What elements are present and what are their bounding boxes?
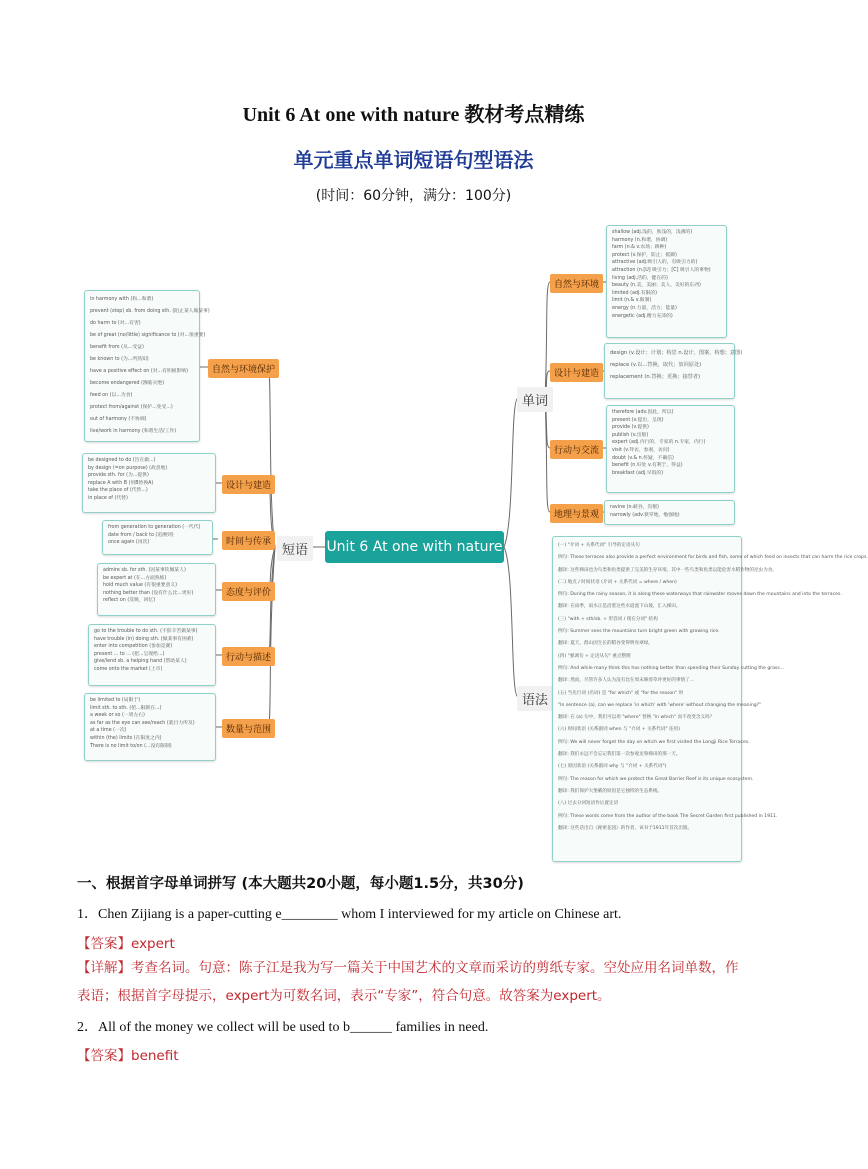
time-limit-note: (时间：60分钟，满分：100分) bbox=[315, 188, 512, 204]
phrase-entry: as far as the eye can see/reach (就目力所及) bbox=[90, 720, 195, 726]
connector-words bbox=[504, 398, 518, 547]
word-entry: shallow (adj.浅的，肤浅的，浅薄的) bbox=[612, 230, 693, 235]
grammar-box bbox=[552, 536, 868, 862]
word-entry: expert (adj.内行的，专家的 n.专家，内行) bbox=[612, 440, 706, 446]
phrase-entry: protect from/against (保护...免受...) bbox=[90, 405, 173, 410]
phrase-entry: in harmony with (和...和谐) bbox=[90, 297, 154, 302]
mindmap-center-node: Unit 6 At one with nature bbox=[325, 531, 504, 563]
word-category: 设计与建造 bbox=[550, 363, 603, 382]
phrase-category: 自然与环境保护 bbox=[208, 359, 279, 378]
grammar-line: 翻译: 在雨季，雨水正是沿着这些水道流下山坡，汇入梯田。 bbox=[558, 604, 681, 610]
word-entry: design (v.设计；计划；构思 n.设计，图案，构想；意图) bbox=[610, 350, 743, 356]
word-category: 行动与交流 bbox=[550, 440, 603, 459]
word-entry: living (adj.活的，健在的) bbox=[612, 275, 668, 281]
phrase-box bbox=[88, 624, 216, 686]
question-1: 1．Chen Zijiang is a paper-cutting e________ whom I interviewed for my article on Chinese art. bbox=[77, 907, 622, 922]
phrase-entry: come onto the market (上市) bbox=[94, 666, 163, 672]
phrase-entry: reflect on (反映，回忆) bbox=[103, 598, 156, 604]
phrase-box bbox=[97, 563, 216, 616]
word-entry: present (v.提出，呈现) bbox=[612, 417, 664, 423]
grammar-line: 例句: And while many think this has nothing better than spending their Sunday cutting the grass... bbox=[558, 665, 785, 671]
phrase-entry: once again (再次) bbox=[108, 540, 150, 546]
word-entry: narrowly (adv.狭窄地，勉强地) bbox=[610, 512, 680, 518]
document-title: Unit 6 At one with nature 教材考点精练 bbox=[242, 104, 585, 126]
branch-grammar: 语法 bbox=[517, 686, 553, 711]
word-box bbox=[604, 500, 735, 525]
grammar-line: 翻译: 我们保护大堡礁的原因是它独特的生态系统。 bbox=[558, 788, 663, 794]
answer-1: 【答案】expert bbox=[77, 936, 175, 952]
phrase-entry: prevent (stop) sb. from doing sth. (阻止某人做某事) bbox=[90, 309, 210, 314]
phrase-entry: present ... to ... (把...呈现给...) bbox=[94, 651, 165, 657]
word-entry: attractive (adj.吸引人的，有吸引力的) bbox=[612, 260, 698, 266]
phrase-category: 行动与描述 bbox=[222, 647, 275, 666]
phrase-category: 数量与范围 bbox=[222, 719, 275, 738]
grammar-line: 例句: Summer sees the mountains turn bright green with growing rice. bbox=[558, 629, 720, 635]
question-2: 2．All of the money we collect will be used to b______ families in need. bbox=[77, 1020, 489, 1035]
word-category: 地理与景观 bbox=[550, 504, 603, 523]
grammar-line: 例句: The reason for which we protect the Great Barrier Reef is its unique ecosystem. bbox=[558, 776, 754, 782]
document-subtitle: 单元重点单词短语句型语法 bbox=[293, 148, 534, 172]
word-box bbox=[606, 225, 727, 338]
grammar-line: 例句: We will never forget the day on which we first visited the Longji Rice Terraces. bbox=[558, 739, 750, 745]
word-entry: provide (v.提供) bbox=[612, 425, 649, 431]
grammar-line: (二) 地点 / 时间状语 (介词 + 关系代词 = where / when) bbox=[558, 579, 677, 585]
phrase-entry: live/work in harmony (和谐生活/工作) bbox=[90, 429, 177, 434]
word-entry: therefore (adv.因此，所以) bbox=[612, 410, 674, 415]
grammar-line: 翻译: 在 (a) 句中，我们可以用 "where" 替换 "in which" 而不改变含义吗？ bbox=[558, 715, 715, 721]
phrase-entry: hold much value (有很重要意义) bbox=[103, 583, 177, 589]
branch-phrases: 短语 bbox=[277, 536, 313, 561]
phrase-entry: by design (=on purpose) (故意地) bbox=[88, 465, 168, 471]
phrase-entry: provide sth. for (为...提供) bbox=[88, 473, 149, 479]
grammar-line: 翻译: 夏天，群山因生长的稻谷变得明亮翠绿。 bbox=[558, 641, 653, 647]
word-entry: farm (n.& v.农场；耕种) bbox=[612, 245, 667, 251]
phrase-entry: limit sth. to sth. (把...限制在...) bbox=[90, 705, 162, 711]
phrase-entry: There is no limit to/on (...没有限制) bbox=[90, 743, 172, 749]
phrase-entry: date from / back to (追溯到) bbox=[108, 532, 174, 538]
phrase-entry: admire sb. for sth. (因某事钦佩某人) bbox=[103, 568, 186, 573]
phrase-entry: replace A with B (用B替换A) bbox=[88, 480, 154, 486]
word-box bbox=[606, 405, 735, 493]
word-entry: publish (v.出版) bbox=[612, 432, 649, 438]
word-category: 自然与环境 bbox=[550, 274, 603, 293]
phrase-entry: go to the trouble to do sth. (不辞辛苦做某事) bbox=[94, 629, 198, 634]
word-box bbox=[604, 343, 743, 399]
phrase-entry: in place of (代替) bbox=[88, 495, 128, 501]
phrase-entry: become endangered (濒临灭绝) bbox=[90, 381, 165, 386]
grammar-line: 翻译: 这些话出自《秘密花园》的作者，该书于1911年首次出版。 bbox=[558, 825, 693, 831]
phrase-category: 时间与传承 bbox=[222, 531, 275, 550]
phrase-entry: a week or so (一周左右) bbox=[90, 713, 145, 719]
phrase-entry: out of harmony (不协调) bbox=[90, 417, 147, 422]
phrase-entry: benefit from (从...受益) bbox=[90, 345, 144, 350]
section-heading: 一、根据首字母单词拼写 (本大题共20小题，每小题1.5分，共30分) bbox=[77, 876, 524, 892]
grammar-line: (四) "强调句 + 定语从句" 重点整理 bbox=[558, 653, 631, 659]
word-entry: beauty (n.美，美丽；美人，美好的东西) bbox=[612, 283, 701, 289]
word-entry: attraction (n.[U] 吸引力；[C] 吸引人的事物) bbox=[612, 267, 711, 273]
word-entry: limited (adj.有限的) bbox=[612, 290, 658, 296]
phrase-entry: be of great (no/little) significance to (对...很重要) bbox=[90, 333, 206, 338]
grammar-line: 翻译: 这些梯田也为鸟类和鱼类提供了完美的生存环境，其中一些鸟类和鱼类以能危害水稻作物的昆虫为食。 bbox=[558, 567, 777, 573]
grammar-line: (八) 过去分词短语作后置定语 bbox=[558, 801, 619, 807]
word-entry: harmony (n.和谐，协调) bbox=[612, 237, 668, 243]
word-entry: replacement (n.替换；更换；接替者) bbox=[610, 374, 701, 380]
grammar-line: (七) 原因状语 (关系副词 why 与 "介词 + 关系代词") bbox=[558, 764, 667, 770]
phrase-category: 态度与评价 bbox=[222, 582, 275, 601]
phrase-entry: from generation to generation (一代代) bbox=[108, 525, 201, 530]
phrase-entry: have a positive effect on (对...有积极影响) bbox=[90, 369, 188, 374]
phrase-entry: be limited to (局限于) bbox=[90, 698, 141, 703]
word-entry: visit (v.拜访，参观，访问) bbox=[612, 447, 670, 453]
word-entry: ravine (n.峡谷，沟壑) bbox=[610, 505, 659, 510]
phrase-entry: give/lend sb. a helping hand (帮助某人) bbox=[94, 659, 187, 665]
phrase-category: 设计与建造 bbox=[222, 475, 275, 494]
word-entry: breakfast (adj.早饭的) bbox=[612, 470, 664, 476]
grammar-line: (三) "with + sth/sb. + 形容词 / 现在分词" 结构 bbox=[558, 616, 658, 622]
grammar-line: (一) "介词 + 关系代词" 引导的定语从句 bbox=[558, 543, 640, 548]
word-entry: doubt (v.& n.怀疑，不确信) bbox=[612, 455, 674, 461]
phrase-entry: have trouble (in) doing sth. (做某事有困难) bbox=[94, 636, 194, 642]
phrase-entry: within (the) limits (在限度之内) bbox=[90, 735, 162, 741]
phrase-box bbox=[84, 290, 210, 442]
grammar-line: 例句: During the rainy season, it is along these waterways that rainwater moves down the mountains and into the terraces. bbox=[558, 592, 842, 598]
word-entry: benefit (n.好处 v.有利于，得益) bbox=[612, 463, 683, 469]
grammar-line: (六) 时间状语 (关系副词 when 与 "介词 + 关系代词" 连用) bbox=[558, 727, 681, 733]
word-entry: energetic (adj.精力充沛的) bbox=[612, 313, 673, 319]
grammar-line: 例句: These words come from the author of the book The Secret Garden first published in 1911. bbox=[558, 813, 778, 819]
phrase-entry: nothing better than (没有什么比...更好) bbox=[103, 590, 194, 596]
grammar-line: "In sentence (a), can we replace 'in which' with 'where' without changing the meaning?" bbox=[558, 702, 762, 708]
grammar-line: (五) 当先行词 (名词) 是 "for which" 或 "for the reason" 时 bbox=[558, 690, 684, 696]
word-entry: replace (v.以...替换，取代；放回原处) bbox=[610, 362, 702, 368]
phrase-box bbox=[102, 520, 213, 555]
branch-words: 单词 bbox=[517, 387, 553, 412]
phrase-entry: be designed to do (旨在做...) bbox=[88, 458, 156, 463]
connector-grammar bbox=[504, 547, 518, 697]
phrase-entry: be known to (为...所熟知) bbox=[90, 357, 149, 362]
grammar-line: 例句: These terraces also provide a perfect environment for birds and fish, some of which feed on insects that can harm the rice crops. bbox=[558, 555, 868, 561]
phrase-entry: enter into competition (参加竞赛) bbox=[94, 644, 173, 650]
answer-2: 【答案】benefit bbox=[77, 1048, 179, 1064]
phrase-entry: take the place of (代替...) bbox=[88, 488, 148, 494]
word-entry: limit (n.& v.限制) bbox=[612, 298, 652, 304]
phrase-entry: be expert at (在...方面熟练) bbox=[103, 575, 167, 581]
word-entry: energy (n.力量，活力；能量) bbox=[612, 305, 677, 311]
phrase-entry: do harm to (对...有害) bbox=[90, 321, 141, 326]
phrase-entry: at a time (一次) bbox=[90, 728, 127, 734]
grammar-line: 翻译: 我们永远不会忘记我们第一次参观龙脊梯田的那一天。 bbox=[558, 752, 681, 758]
grammar-line: 翻译: 然而，尽管许多人认为没有比在周末修剪草坪更好的事情了... bbox=[558, 678, 695, 684]
phrase-box bbox=[84, 693, 216, 761]
phrase-entry: feed on (以...为食) bbox=[90, 393, 133, 398]
word-entry: protect (v.保护，防止；抵御) bbox=[612, 252, 677, 258]
phrase-box bbox=[82, 453, 216, 513]
explanation-1: 【详解】考查名词。句意：陈子江是我为写一篇关于中国艺术的文章而采访的剪纸专家。空处应用名词单数，作表语；根据首字母提示，expert为可数名词，表示“专家”，符合句意。故答案为expert。 bbox=[77, 960, 739, 1004]
